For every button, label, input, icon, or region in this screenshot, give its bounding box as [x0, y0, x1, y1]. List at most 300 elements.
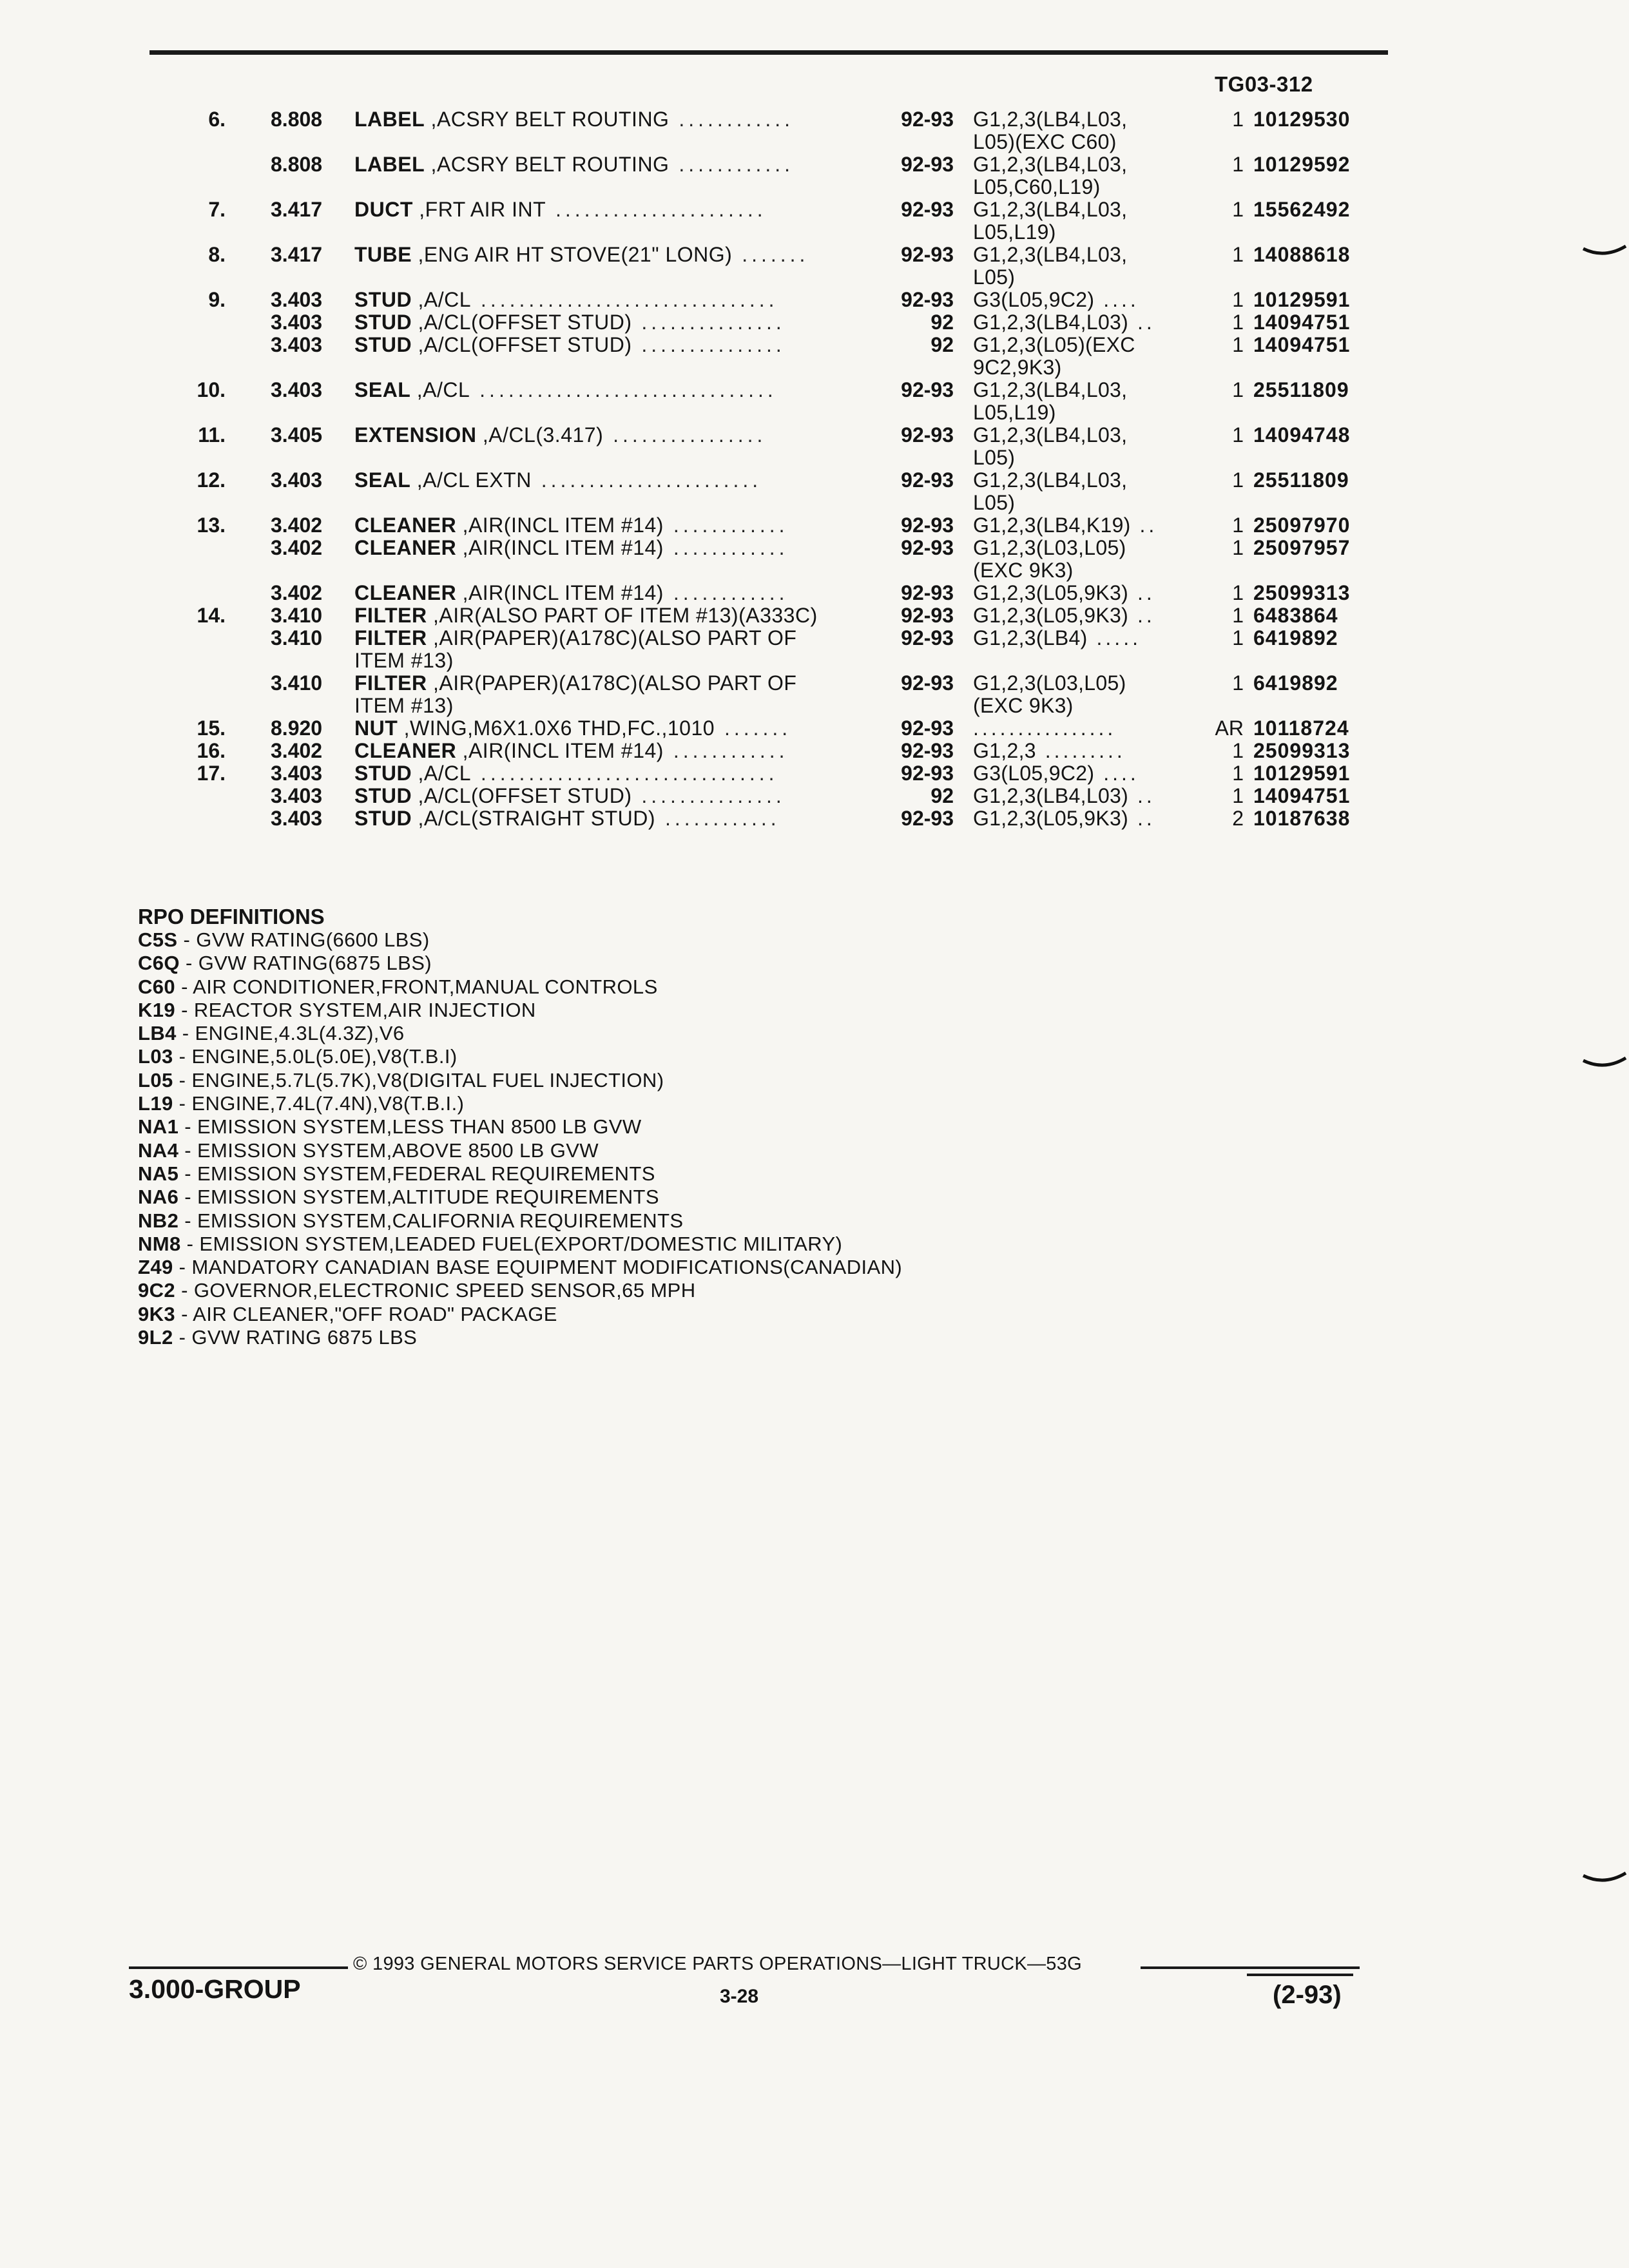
usage-cell — [973, 537, 1211, 559]
dot-leader: ............... — [631, 334, 786, 356]
table-row — [180, 221, 1405, 244]
item-number: 12. — [197, 468, 226, 492]
dot-leader: ......... — [1036, 740, 1126, 762]
model-years: 92-93 — [901, 604, 954, 627]
part-detail: ,A/CL(OFFSET STUD) — [412, 334, 632, 356]
part-description — [354, 469, 857, 492]
part-description — [354, 334, 857, 356]
quantity: 1 — [1232, 626, 1244, 649]
rpo-code: LB4 — [138, 1022, 177, 1045]
usage-text: G3(L05,9C2) — [973, 762, 1095, 785]
part-description — [354, 379, 857, 401]
part-detail: ,ACSRY BELT ROUTING — [425, 153, 670, 176]
usage-text: L05,L19) — [973, 221, 1056, 244]
part-number: 10118724 — [1253, 716, 1349, 740]
part-description — [354, 582, 857, 604]
usage-text: G1,2,3(LB4,L03, — [973, 424, 1128, 447]
group-number: 8.808 — [271, 108, 323, 131]
part-detail: ITEM #13) — [354, 695, 454, 717]
table-row — [180, 424, 1405, 447]
model-years: 92-93 — [901, 514, 954, 537]
part-description — [354, 537, 857, 559]
usage-text: G3(L05,9C2) — [973, 289, 1095, 311]
usage-cell — [973, 176, 1211, 198]
usage-text: G1,2,3(LB4,L03, — [973, 198, 1128, 221]
parts-table — [180, 108, 1405, 830]
table-row — [180, 649, 1405, 672]
part-name: STUD — [354, 289, 412, 311]
rpo-code: NA1 — [138, 1115, 179, 1139]
dot-leader: ............ — [663, 514, 789, 537]
usage-text: G1,2,3(L05)(EXC — [973, 334, 1135, 356]
part-number: 6419892 — [1253, 671, 1338, 695]
quantity: 1 — [1232, 739, 1244, 762]
part-name: STUD — [354, 785, 412, 807]
quantity: 1 — [1232, 243, 1244, 266]
rpo-definitions — [138, 905, 1169, 1349]
usage-cell — [973, 289, 1211, 311]
usage-text: L05) — [973, 492, 1016, 514]
part-name: EXTENSION — [354, 424, 477, 447]
usage-cell — [973, 514, 1211, 537]
dot-leader: .... — [1094, 762, 1139, 785]
quantity: 1 — [1232, 198, 1244, 221]
usage-text: G1,2,3(LB4,L03, — [973, 469, 1128, 492]
quantity: 1 — [1232, 671, 1244, 695]
rpo-code: C6Q — [138, 952, 180, 975]
dot-leader: ............... — [631, 311, 786, 334]
part-number: 14094751 — [1253, 333, 1351, 356]
usage-cell — [973, 740, 1211, 762]
part-name: CLEANER — [354, 740, 457, 762]
rpo-code: 9K3 — [138, 1302, 176, 1325]
usage-cell — [973, 356, 1211, 379]
part-number: 10129530 — [1253, 108, 1351, 131]
model-years: 92 — [930, 784, 954, 807]
part-number: 25099313 — [1253, 581, 1351, 604]
table-row — [180, 198, 1405, 221]
model-years: 92-93 — [901, 536, 954, 559]
dot-leader: ............ — [669, 108, 795, 131]
group-number: 3.417 — [271, 198, 323, 221]
part-name: SEAL — [354, 469, 411, 492]
table-row — [180, 492, 1405, 514]
table-row — [180, 469, 1405, 492]
usage-cell — [973, 717, 1211, 740]
group-number: 3.403 — [271, 762, 323, 785]
model-years: 92-93 — [901, 626, 954, 649]
model-years: 92-93 — [901, 198, 954, 221]
usage-text: G1,2,3(LB4,L03, — [973, 379, 1128, 401]
dot-leader: .. — [1130, 514, 1158, 537]
usage-text: G1,2,3(L03,L05) — [973, 537, 1126, 559]
group-number: 3.405 — [271, 423, 323, 447]
part-detail: ITEM #13) — [354, 649, 454, 672]
model-years: 92-93 — [901, 581, 954, 604]
model-years: 92-93 — [901, 762, 954, 785]
table-row — [180, 604, 1405, 627]
part-description — [354, 604, 857, 627]
dot-leader: .. — [1128, 807, 1155, 830]
dot-leader: ....... — [732, 244, 809, 266]
rpo-description: - REACTOR SYSTEM,AIR INJECTION — [175, 998, 536, 1021]
dot-leader: ............................... — [471, 762, 778, 785]
usage-cell — [973, 108, 1211, 131]
group-number: 3.402 — [271, 536, 323, 559]
usage-text: G1,2,3(LB4,K19) — [973, 514, 1131, 537]
part-detail: ,ACSRY BELT ROUTING — [425, 108, 670, 131]
part-description — [354, 153, 857, 176]
usage-text: G1,2,3(LB4,L03) — [973, 785, 1129, 807]
part-description — [354, 514, 857, 537]
quantity: 1 — [1232, 581, 1244, 604]
rpo-item — [138, 1162, 1169, 1186]
table-row — [180, 672, 1405, 695]
footer-rule — [1141, 1966, 1360, 1969]
usage-text: G1,2,3(L05,9K3) — [973, 604, 1129, 627]
part-description — [354, 311, 857, 334]
part-detail: ,AIR(ALSO PART OF ITEM #13)(A333C) — [427, 604, 818, 627]
part-name: DUCT — [354, 198, 413, 221]
part-number: 25511809 — [1253, 468, 1349, 492]
part-name: STUD — [354, 334, 412, 356]
part-number: 10129591 — [1253, 762, 1351, 785]
group-number: 8.808 — [271, 153, 323, 176]
model-years: 92-93 — [901, 671, 954, 695]
footer-rule — [129, 1966, 348, 1969]
table-row — [180, 740, 1405, 762]
usage-text: G1,2,3(L05,9K3) — [973, 582, 1129, 604]
dot-leader: ....... — [715, 717, 792, 740]
part-number: 25097970 — [1253, 514, 1351, 537]
usage-cell — [973, 401, 1211, 424]
rpo-description: - ENGINE,7.4L(7.4N),V8(T.B.I.) — [173, 1092, 465, 1115]
rpo-code: Z49 — [138, 1256, 173, 1279]
rpo-item — [138, 1069, 1169, 1092]
dot-leader: .. — [1128, 311, 1155, 334]
punch-mark-icon — [1582, 245, 1627, 260]
usage-text: G1,2,3 — [973, 740, 1036, 762]
quantity: 1 — [1232, 108, 1244, 131]
usage-text: G1,2,3(LB4,L03, — [973, 244, 1128, 266]
part-description — [354, 740, 857, 762]
part-name: LABEL — [354, 108, 425, 131]
part-detail: ,ENG AIR HT STOVE(21" LONG) — [412, 244, 733, 266]
part-description — [354, 424, 857, 447]
group-number: 3.410 — [271, 626, 323, 649]
rpo-description: - ENGINE,5.0L(5.0E),V8(T.B.I) — [173, 1045, 458, 1068]
dot-leader: ............ — [663, 537, 789, 559]
usage-text: L05)(EXC C60) — [973, 131, 1117, 153]
quantity: 1 — [1232, 536, 1244, 559]
part-description — [354, 627, 857, 649]
part-detail: ,AIR(INCL ITEM #14) — [456, 514, 664, 537]
item-number: 10. — [197, 378, 226, 401]
group-number: 3.410 — [271, 671, 323, 695]
usage-text: L05,L19) — [973, 401, 1056, 424]
dot-leader: .. — [1128, 604, 1155, 627]
dot-leader: .. — [1128, 785, 1155, 807]
part-number: 6419892 — [1253, 626, 1338, 649]
item-number: 17. — [197, 762, 226, 785]
part-description — [354, 717, 857, 740]
usage-cell — [973, 785, 1211, 807]
part-number: 15562492 — [1253, 198, 1351, 221]
table-row — [180, 627, 1405, 649]
quantity: 1 — [1232, 604, 1244, 627]
usage-cell — [973, 695, 1211, 717]
usage-text: (EXC 9K3) — [973, 695, 1074, 717]
rpo-item — [138, 928, 1169, 952]
rpo-item — [138, 1303, 1169, 1326]
usage-cell — [973, 672, 1211, 695]
rpo-item — [138, 1209, 1169, 1233]
dot-leader: ................ — [973, 717, 1117, 740]
part-detail: ,A/CL(STRAIGHT STUD) — [412, 807, 656, 830]
part-name: SEAL — [354, 379, 411, 401]
item-number: 7. — [208, 198, 226, 221]
footer-rule — [1247, 1974, 1353, 1976]
quantity: 1 — [1232, 311, 1244, 334]
rpo-description: - GOVERNOR,ELECTRONIC SPEED SENSOR,65 MPH — [175, 1279, 696, 1302]
rpo-code: K19 — [138, 998, 176, 1021]
usage-cell — [973, 266, 1211, 289]
group-number: 3.403 — [271, 468, 323, 492]
rpo-code: C60 — [138, 975, 176, 998]
part-description — [354, 807, 857, 830]
dot-leader: ...................... — [546, 198, 767, 221]
dot-leader: ............... — [631, 785, 786, 807]
part-detail: ,A/CL — [412, 289, 472, 311]
part-name: FILTER — [354, 672, 427, 695]
rpo-item — [138, 1045, 1169, 1068]
table-row — [180, 176, 1405, 198]
part-number: 14094751 — [1253, 311, 1351, 334]
dot-leader: ............ — [669, 153, 795, 176]
rpo-description: - GVW RATING(6600 LBS) — [177, 928, 430, 951]
quantity: 1 — [1232, 378, 1244, 401]
quantity: 1 — [1232, 784, 1244, 807]
part-detail: ,A/CL(OFFSET STUD) — [412, 785, 632, 807]
group-number: 3.402 — [271, 739, 323, 762]
part-name: STUD — [354, 807, 412, 830]
dot-leader: ............................... — [470, 379, 777, 401]
table-row — [180, 244, 1405, 266]
usage-cell — [973, 334, 1211, 356]
item-number: 9. — [208, 288, 226, 311]
item-number: 13. — [197, 514, 226, 537]
model-years: 92 — [930, 333, 954, 356]
group-number: 3.410 — [271, 604, 323, 627]
quantity: 1 — [1232, 762, 1244, 785]
group-number: 8.920 — [271, 716, 323, 740]
part-description — [354, 672, 857, 695]
usage-cell — [973, 447, 1211, 469]
group-number: 3.402 — [271, 581, 323, 604]
part-detail: ,AIR(INCL ITEM #14) — [456, 740, 664, 762]
usage-cell — [973, 153, 1211, 176]
part-description — [354, 649, 857, 672]
model-years: 92-93 — [901, 716, 954, 740]
table-row — [180, 717, 1405, 740]
rpo-item — [138, 1139, 1169, 1162]
part-name: FILTER — [354, 627, 427, 649]
usage-text: G1,2,3(LB4,L03) — [973, 311, 1129, 334]
table-row — [180, 311, 1405, 334]
part-name: CLEANER — [354, 514, 457, 537]
table-row — [180, 289, 1405, 311]
part-detail: ,A/CL(3.417) — [476, 424, 604, 447]
part-name: CLEANER — [354, 582, 457, 604]
table-row — [180, 807, 1405, 830]
rpo-item — [138, 1256, 1169, 1279]
rpo-code: NA5 — [138, 1162, 179, 1185]
dot-leader: .. — [1128, 582, 1155, 604]
rpo-description: - EMISSION SYSTEM,LESS THAN 8500 LB GVW — [178, 1115, 642, 1139]
item-number: 6. — [208, 108, 226, 131]
rpo-item — [138, 1326, 1169, 1349]
usage-cell — [973, 559, 1211, 582]
rpo-description: - EMISSION SYSTEM,ABOVE 8500 LB GVW — [178, 1139, 599, 1162]
usage-text: G1,2,3(LB4) — [973, 627, 1088, 649]
rpo-code: 9L2 — [138, 1326, 173, 1349]
quantity: 1 — [1232, 423, 1244, 447]
part-detail: ,AIR(INCL ITEM #14) — [456, 537, 664, 559]
part-description — [354, 198, 857, 221]
part-number: 25099313 — [1253, 739, 1351, 762]
part-description — [354, 244, 857, 266]
rpo-description: - GVW RATING 6875 LBS — [173, 1326, 418, 1349]
model-years: 92 — [930, 311, 954, 334]
punch-mark-icon — [1582, 1057, 1627, 1072]
table-row — [180, 514, 1405, 537]
part-description — [354, 695, 857, 717]
group-number: 3.403 — [271, 807, 323, 830]
group-number: 3.403 — [271, 784, 323, 807]
item-number: 11. — [198, 423, 226, 447]
part-number: 6483864 — [1253, 604, 1338, 627]
usage-cell — [973, 198, 1211, 221]
table-row — [180, 762, 1405, 785]
group-number: 3.402 — [271, 514, 323, 537]
table-row — [180, 266, 1405, 289]
usage-cell — [973, 604, 1211, 627]
quantity: 1 — [1232, 333, 1244, 356]
usage-cell — [973, 627, 1211, 649]
usage-text: 9C2,9K3) — [973, 356, 1062, 379]
item-number: 15. — [197, 716, 226, 740]
table-row — [180, 537, 1405, 559]
group-number: 3.403 — [271, 311, 323, 334]
item-number: 16. — [197, 739, 226, 762]
quantity: AR — [1215, 716, 1244, 740]
part-detail: ,A/CL(OFFSET STUD) — [412, 311, 632, 334]
usage-cell — [973, 582, 1211, 604]
rpo-item — [138, 1022, 1169, 1045]
model-years: 92-93 — [901, 807, 954, 830]
date-code: (2-93) — [1273, 1981, 1342, 2009]
rpo-title: RPO DEFINITIONS — [138, 905, 325, 928]
page-number: 3-28 — [720, 1986, 759, 2007]
dot-leader: ............ — [663, 582, 789, 604]
part-detail: ,AIR(PAPER)(A178C)(ALSO PART OF — [427, 627, 797, 649]
model-years: 92-93 — [901, 108, 954, 131]
table-row — [180, 356, 1405, 379]
part-description — [354, 762, 857, 785]
model-years: 92-93 — [901, 468, 954, 492]
quantity: 1 — [1232, 514, 1244, 537]
part-description — [354, 108, 857, 131]
dot-leader: .... — [1094, 289, 1139, 311]
rpo-description: - AIR CONDITIONER,FRONT,MANUAL CONTROLS — [175, 975, 658, 998]
table-row — [180, 447, 1405, 469]
group-label: 3.000-GROUP — [129, 1974, 301, 2004]
part-detail: ,A/CL — [412, 762, 472, 785]
part-name: STUD — [354, 311, 412, 334]
part-number: 10129591 — [1253, 288, 1351, 311]
part-detail: ,A/CL — [410, 379, 470, 401]
part-number: 10129592 — [1253, 153, 1351, 176]
item-number: 8. — [208, 243, 226, 266]
rpo-code: L05 — [138, 1068, 173, 1091]
rpo-item — [138, 999, 1169, 1022]
model-years: 92-93 — [901, 423, 954, 447]
usage-cell — [973, 807, 1211, 830]
part-number: 25511809 — [1253, 378, 1349, 401]
part-detail: ,AIR(INCL ITEM #14) — [456, 582, 664, 604]
part-detail: ,WING,M6X1.0X6 THD,FC.,1010 — [398, 717, 715, 740]
rpo-description: - ENGINE,4.3L(4.3Z),V6 — [176, 1022, 405, 1045]
dot-leader: ............ — [655, 807, 780, 830]
table-row — [180, 401, 1405, 424]
group-number: 3.403 — [271, 333, 323, 356]
punch-mark-icon — [1582, 1872, 1627, 1887]
table-row — [180, 153, 1405, 176]
model-years: 92-93 — [901, 739, 954, 762]
table-row — [180, 334, 1405, 356]
usage-text: G1,2,3(LB4,L03, — [973, 108, 1128, 131]
top-rule — [149, 50, 1388, 55]
rpo-item — [138, 952, 1169, 975]
rpo-code: C5S — [138, 928, 178, 951]
rpo-code: NA6 — [138, 1186, 179, 1209]
rpo-description: - ENGINE,5.7L(5.7K),V8(DIGITAL FUEL INJECTION) — [173, 1068, 664, 1091]
dot-leader: ............................... — [471, 289, 778, 311]
part-name: NUT — [354, 717, 398, 740]
rpo-code: L19 — [138, 1092, 173, 1115]
part-description — [354, 289, 857, 311]
part-name: CLEANER — [354, 537, 457, 559]
rpo-item — [138, 1092, 1169, 1115]
rpo-item — [138, 1186, 1169, 1209]
rpo-code: NM8 — [138, 1232, 181, 1255]
model-years: 92-93 — [901, 243, 954, 266]
dot-leader: ..... — [1087, 627, 1141, 649]
part-name: STUD — [354, 762, 412, 785]
part-detail: ,AIR(PAPER)(A178C)(ALSO PART OF — [427, 672, 797, 695]
part-number: 25097957 — [1253, 536, 1351, 559]
table-row — [180, 695, 1405, 717]
rpo-description: - MANDATORY CANADIAN BASE EQUIPMENT MODIFICATIONS(CANADIAN) — [173, 1256, 903, 1279]
part-name: LABEL — [354, 153, 425, 176]
part-detail: ,A/CL EXTN — [410, 469, 532, 492]
quantity: 1 — [1232, 153, 1244, 176]
rpo-item — [138, 1115, 1169, 1139]
rpo-code: NB2 — [138, 1209, 179, 1232]
usage-cell — [973, 424, 1211, 447]
usage-text: G1,2,3(L03,L05) — [973, 672, 1126, 695]
part-name: FILTER — [354, 604, 427, 627]
